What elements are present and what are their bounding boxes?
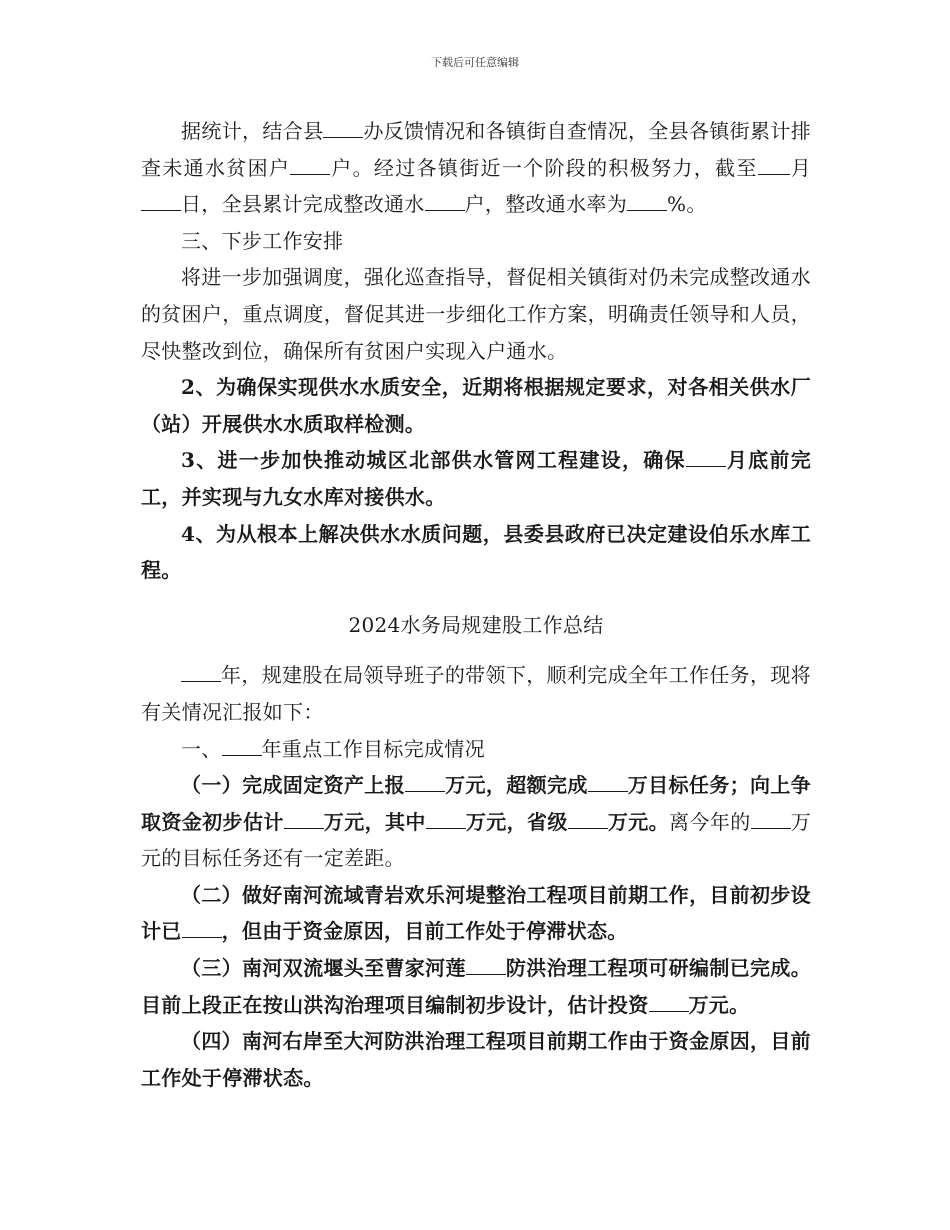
document-body	[141, 113, 811, 1096]
fill-blank	[568, 808, 608, 829]
fill-blank	[686, 446, 726, 467]
fill-blank	[222, 735, 262, 756]
fill-blank	[284, 808, 324, 829]
paragraph-item-3: 3、进一步加快推动城区北部供水管网工程建设，确保 月底前完工，并实现与九女水库对接供水。	[141, 448, 811, 509]
document-title: 2024水务局规建股工作总结	[348, 612, 604, 637]
section-heading-goals: 一、 年重点工作目标完成情况	[181, 736, 485, 761]
paragraph-nanhe-right-bank: （四）南河右岸至大河防洪治理工程项目前期工作由于资金原因，目前工作处于停滞状态。	[141, 1029, 811, 1090]
fill-blank	[758, 154, 790, 175]
fill-blank	[425, 190, 465, 211]
fill-blank	[426, 808, 466, 829]
fill-blank	[751, 808, 791, 829]
fill-blank	[182, 917, 222, 938]
paragraph-intro: 年，规建股在局领导班子的带领下，顺利完成全年工作任务，现将有关情况汇报如下：	[141, 663, 811, 724]
fill-blank	[627, 190, 667, 211]
paragraph-fixed-assets: （一）完成固定资产上报 万元，超额完成 万目标任务；向上争取资金初步估计 万元，其中 万元，省级 万元。离今年的 万元的目标任务还有一定差距。	[141, 773, 811, 871]
section-heading-next-steps: 三、下步工作安排	[181, 228, 344, 253]
fill-blank	[290, 154, 330, 175]
fill-blank	[141, 190, 181, 211]
fill-blank	[405, 771, 445, 792]
fill-blank	[649, 991, 689, 1012]
fill-blank	[181, 661, 221, 682]
paragraph-item-4: 4、为从根本上解决供水水质问题，县委县政府已决定建设伯乐水库工程。	[141, 521, 811, 583]
paragraph-item-1: 将进一步加强调度，强化巡查指导，督促相关镇街对仍未完成整改通水的贫困户，重点调度，督促其进一步细化工作方案，明确责任领导和人员，尽快整改到位，确保所有贫困户实现入户通水。	[141, 265, 811, 363]
paragraph-statistics: 据统计，结合县 办反馈情况和各镇街自查情况，全县各镇街累计排查未通水贫困户 户。经过各镇街近一个阶段的积极努力，截至 月日，全县累计完成整改通水 户，整改通水率为 %。	[141, 119, 811, 217]
fill-blank	[588, 771, 628, 792]
paragraph-item-2: 2、为确保实现供水水质安全，近期将根据规定要求，对各相关供水厂（站）开展供水水质取样检测。	[141, 375, 811, 436]
paragraph-nanhe-qingyan: （二）做好南河流域青岩欢乐河堤整治工程项目前期工作，目前初步设计已 ，但由于资金原因，目前工作处于停滞状态。	[141, 882, 811, 944]
page-header: 下载后可任意编辑	[431, 56, 519, 69]
paragraph-nanhe-shuangliu: （三）南河双流堰头至曹家河莲 防洪治理工程项可研编制已完成。目前上段正在按山洪沟治理项目编制初步设计，估计投资 万元。	[141, 956, 811, 1017]
fill-blank	[466, 954, 506, 975]
fill-blank	[323, 117, 363, 138]
